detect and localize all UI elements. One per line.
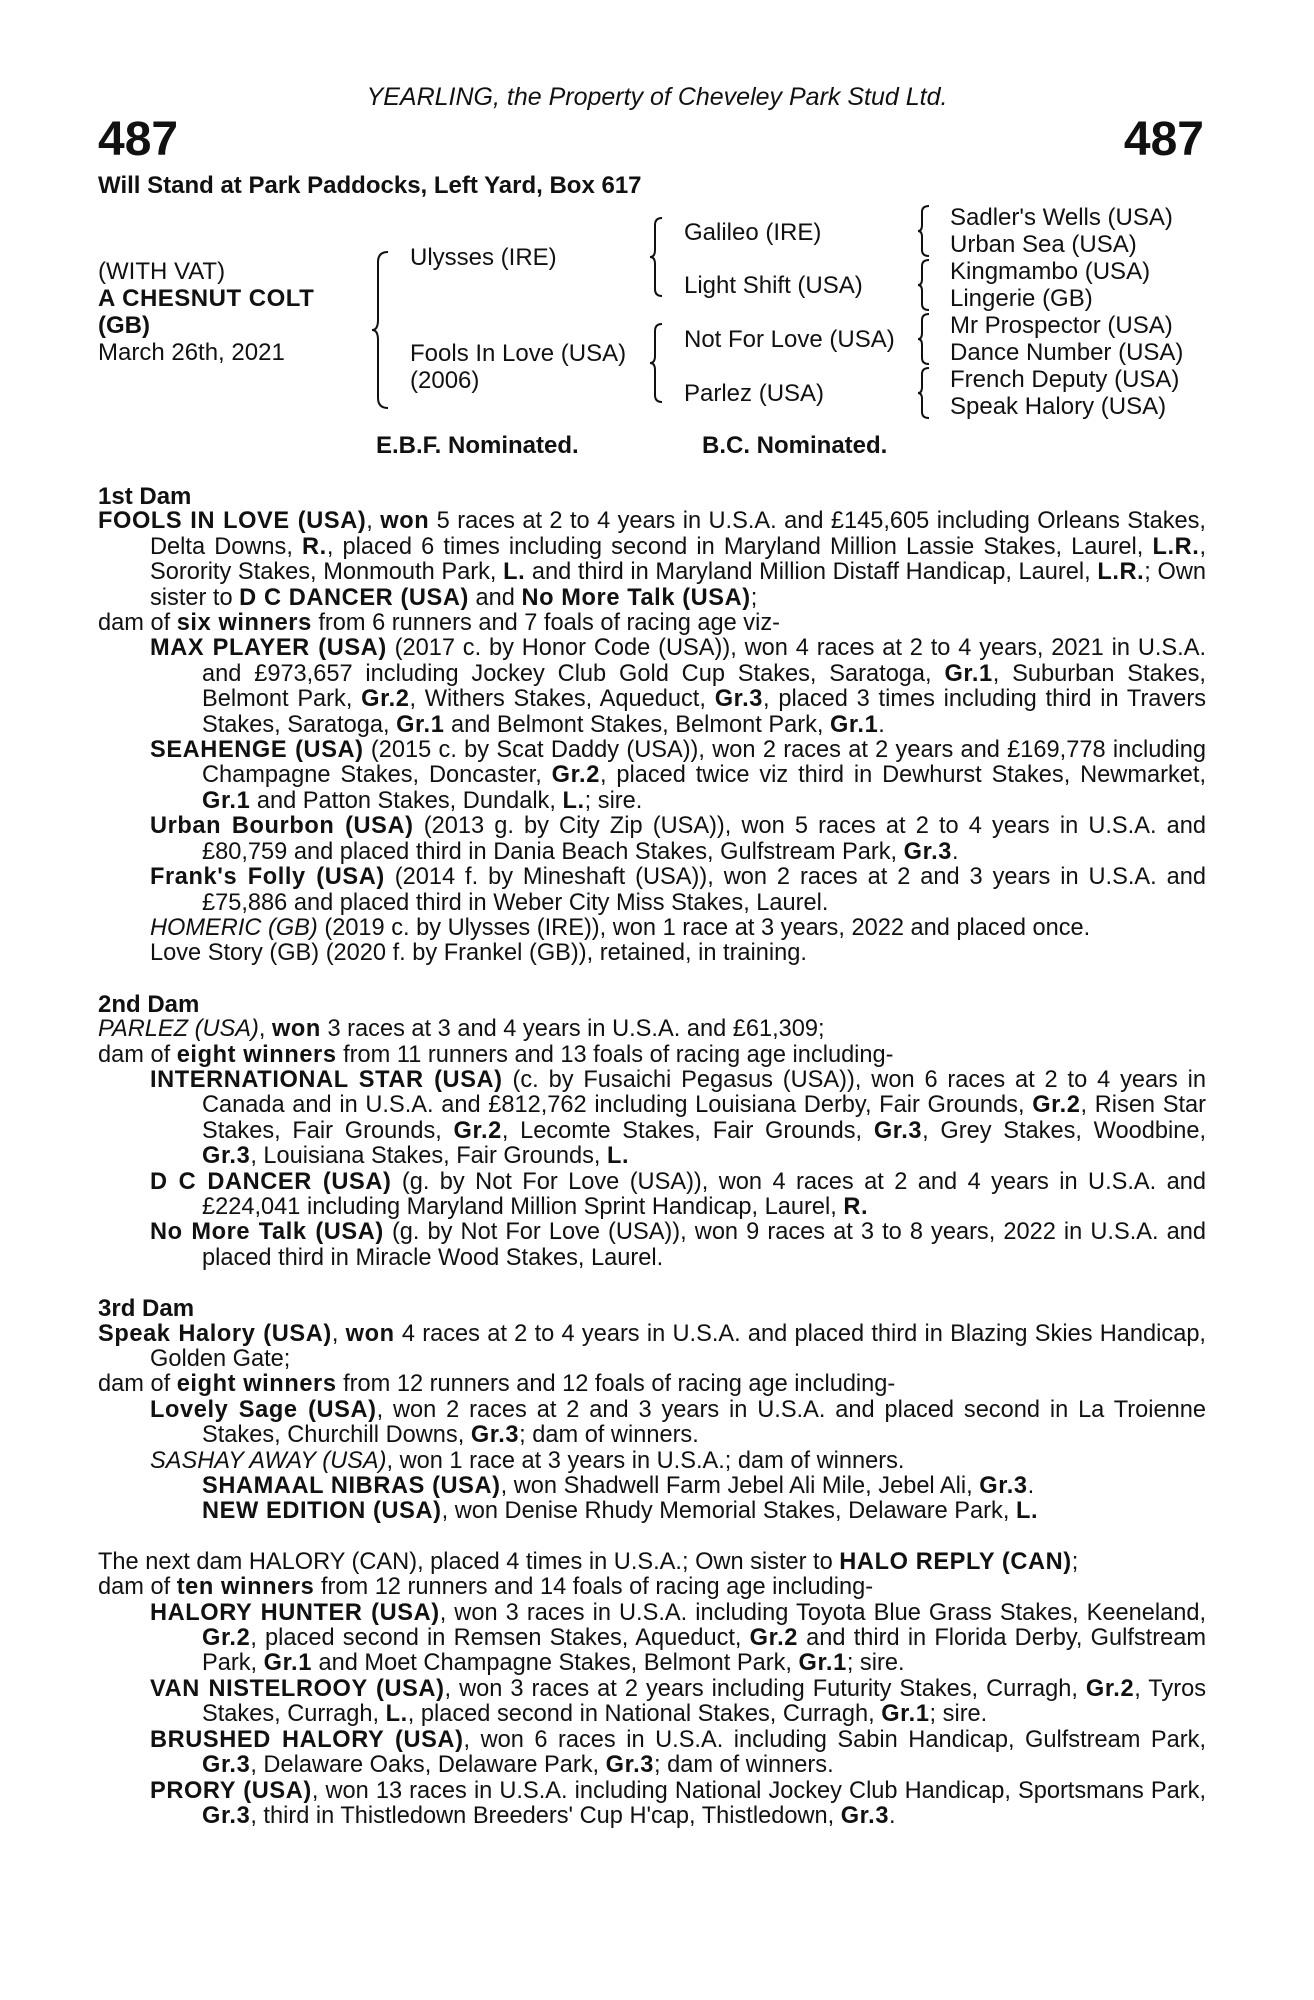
horse-country: (GB) xyxy=(98,312,150,339)
produce-entry: SHAMAAL NIBRAS (USA), won Shadwell Farm Jebel Ali Mile, Jebel Ali, Gr.3. xyxy=(202,1473,1035,1500)
produce-entry: Lovely Sage (USA), won 2 races at 2 and 3 years in U.S.A. and placed second in La Troienne Stakes, Churchill Downs, Gr.3; dam of winners. xyxy=(150,1396,1206,1449)
pedigree-ssd: Urban Sea (USA) xyxy=(950,231,1137,258)
pedigree-dam-year: (2006) xyxy=(410,367,480,394)
stabling-location: Will Stand at Park Paddocks, Left Yard, Box 617 xyxy=(98,172,642,199)
pedigree-sdd: Lingerie (GB) xyxy=(950,285,1093,312)
next-dam-record: The next dam HALORY (CAN), placed 4 times in U.S.A.; Own sister to HALO REPLY (CAN); xyxy=(98,1548,1079,1575)
produce-entry: HOMERIC (GB) (2019 c. by Ulysses (IRE)), won 1 race at 3 years, 2022 and placed once. xyxy=(150,914,1091,941)
first-dam-heading: 1st Dam xyxy=(98,483,192,510)
first-dam-produce-summary: dam of six winners from 6 runners and 7 foals of racing age viz- xyxy=(98,610,780,637)
produce-entry: D C DANCER (USA) (g. by Not For Love (USA)), won 4 races at 2 and 4 years in U.S.A. and £224,041 including Maryland Million Sprint Handicap, Laurel, R. xyxy=(150,1168,1206,1220)
brace-dd xyxy=(916,366,932,420)
foaling-date: March 26th, 2021 xyxy=(98,339,285,366)
produce-entry: INTERNATIONAL STAR (USA) (c. by Fusaichi Pegasus (USA)), won 6 races at 2 to 4 years in Canada and in U.S.A. and £812,762 including Louisiana Derby, Fair Grounds, Gr.2, Risen Star Stakes, Fair Grounds, Gr.2, Lecomte Stakes, Fair Grounds, Gr.3, Grey Stakes, Woodbine, Gr.3, Louisiana Stakes, Fair Grounds, L. xyxy=(150,1066,1206,1170)
next-dam-produce-summary: dam of ten winners from 12 runners and 14 foals of racing age including- xyxy=(98,1574,874,1601)
sale-header: YEARLING, the Property of Cheveley Park Stud Ltd. xyxy=(366,83,948,111)
produce-entry: PRORY (USA), won 13 races in U.S.A. including National Jockey Club Handicap, Sportsmans Park, Gr.3, third in Thistledown Breeders' Cup H'cap, Thistledown, Gr.3. xyxy=(150,1777,1206,1829)
dam-brace xyxy=(648,322,666,404)
ebf-nomination: E.B.F. Nominated. xyxy=(376,432,579,459)
third-dam-produce-summary: dam of eight winners from 12 runners and 12 foals of racing age including- xyxy=(98,1371,896,1398)
produce-entry: SEAHENGE (USA) (2015 c. by Scat Daddy (USA)), won 2 races at 2 years and £169,778 including Champagne Stakes, Doncaster, Gr.2, placed twice viz third in Dewhurst Stakes, Newmarket, Gr.1 and Patton Stakes, Dundalk, L.; sire. xyxy=(150,737,1206,814)
third-dam-record: Speak Halory (USA), won 4 races at 2 to 4 years in U.S.A. and placed third in Blazing Skies Handicap, Golden Gate; xyxy=(98,1320,1206,1372)
pedigree-sire-dam: Light Shift (USA) xyxy=(684,272,863,299)
produce-entry: Urban Bourbon (USA) (2013 g. by City Zip (USA)), won 5 races at 2 to 4 years in U.S.A. and £80,759 and placed third in Dania Beach Stakes, Gulfstream Park, Gr.3. xyxy=(150,813,1206,865)
pedigree-dsd: Dance Number (USA) xyxy=(950,339,1184,366)
pedigree-ddd: Speak Halory (USA) xyxy=(950,393,1167,420)
produce-entry: Love Story (GB) (2020 f. by Frankel (GB)), retained, in training. xyxy=(150,940,807,967)
lot-number-left: 487 xyxy=(98,113,179,166)
lot-number-right: 487 xyxy=(1123,113,1204,166)
pedigree-sss: Sadler's Wells (USA) xyxy=(950,204,1173,231)
pedigree-dds: French Deputy (USA) xyxy=(950,366,1180,393)
first-dam-record: FOOLS IN LOVE (USA), won 5 races at 2 to 4 years in U.S.A. and £145,605 including Orleans Stakes, Delta Downs, R., placed 6 times including second in Maryland Million Lassie Stakes, Laurel, L.R., Sorority Stakes, Monmouth Park, L. and third in Maryland Million Distaff Handicap, Laurel, L.R.; Own sister to D C DANCER (USA) and No More Talk (USA); xyxy=(98,508,1207,611)
pedigree-dam-sire: Not For Love (USA) xyxy=(684,326,895,353)
produce-entry: No More Talk (USA) (g. by Not For Love (USA)), won 9 races at 3 to 8 years, 2022 in U.S.A. and placed third in Miracle Wood Stakes, Laurel. xyxy=(150,1219,1206,1271)
pedigree-sire: Ulysses (IRE) xyxy=(410,244,557,271)
bc-nomination: B.C. Nominated. xyxy=(702,432,888,459)
second-dam-heading: 2nd Dam xyxy=(98,990,200,1018)
produce-entry: HALORY HUNTER (USA), won 3 races in U.S.A. including Toyota Blue Grass Stakes, Keeneland, Gr.2, placed second in Remsen Stakes, Aqueduct, Gr.2 and third in Florida Derby, Gulfstream Park, Gr.1 and Moet Champagne Stakes, Belmont Park, Gr.1; sire. xyxy=(150,1599,1207,1677)
produce-entry: MAX PLAYER (USA) (2017 c. by Honor Code (USA)), won 4 races at 2 to 4 years, 2021 in U.S.A. and £973,657 including Jockey Club Gold Cup Stakes, Saratoga, Gr.1, Suburban Stakes, Belmont Park, Gr.2, Withers Stakes, Aqueduct, Gr.3, placed 3 times including third in Travers Stakes, Saratoga, Gr.1 and Belmont Stakes, Belmont Park, Gr.1. xyxy=(150,635,1207,738)
pedigree-sds: Kingmambo (USA) xyxy=(950,258,1151,285)
vat-note: (WITH VAT) xyxy=(98,258,226,285)
second-dam-record: PARLEZ (USA), won 3 races at 3 and 4 years in U.S.A. and £61,309; xyxy=(98,1016,825,1043)
third-dam-heading: 3rd Dam xyxy=(98,1295,195,1323)
produce-entry: SASHAY AWAY (USA), won 1 race at 3 years in U.S.A.; dam of winners. xyxy=(150,1447,905,1474)
catalogue-body xyxy=(98,484,1206,1829)
horse-name: A CHESNUT COLT xyxy=(98,285,315,312)
brace-sd xyxy=(916,258,932,312)
produce-entry: VAN NISTELROOY (USA), won 3 races at 2 years including Futurity Stakes, Curragh, Gr.2, Tyros Stakes, Curragh, L., placed second in National Stakes, Curragh, Gr.1; sire. xyxy=(150,1675,1206,1728)
pedigree-dam: Fools In Love (USA) xyxy=(410,340,627,367)
brace-ds xyxy=(916,312,932,366)
pedigree-sire-sire: Galileo (IRE) xyxy=(684,219,822,246)
sire-brace xyxy=(648,216,666,298)
sire-dam-brace xyxy=(370,250,392,410)
brace-ss xyxy=(916,204,932,258)
second-dam-produce-summary: dam of eight winners from 11 runners and 13 foals of racing age including- xyxy=(98,1041,894,1068)
produce-entry: Frank's Folly (USA) (2014 f. by Mineshaft (USA)), won 2 races at 2 and 3 years in U.S.A. and £75,886 and placed third in Weber City Miss Stakes, Laurel. xyxy=(150,864,1206,916)
pedigree-dam-dam: Parlez (USA) xyxy=(684,380,825,407)
pedigree-dss: Mr Prospector (USA) xyxy=(950,312,1173,339)
produce-entry: NEW EDITION (USA), won Denise Rhudy Memorial Stakes, Delaware Park, L. xyxy=(202,1498,1039,1525)
produce-entry: BRUSHED HALORY (USA), won 6 races in U.S.A. including Sabin Handicap, Gulfstream Park, Gr.3, Delaware Oaks, Delaware Park, Gr.3; dam of winners. xyxy=(150,1726,1206,1779)
